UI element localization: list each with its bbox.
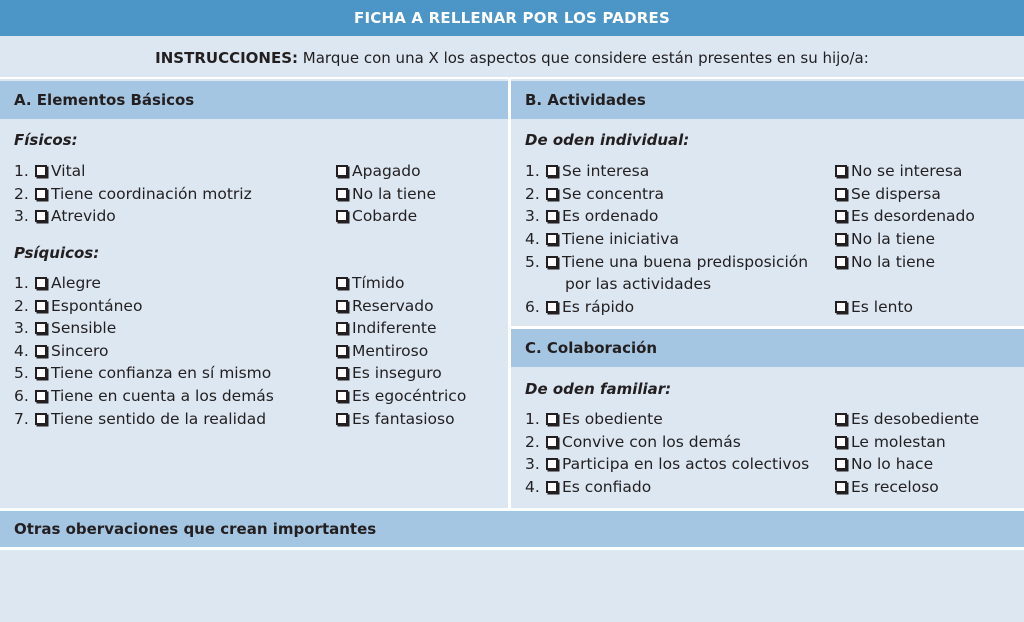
list-item: [14, 160, 85, 182]
list-item-opposite: [336, 205, 417, 227]
checkbox[interactable]: [546, 481, 558, 493]
item-opposite-label: Es inseguro: [352, 364, 442, 383]
item-label: Tiene coordinación motriz: [51, 184, 252, 203]
item-number: 2.: [14, 296, 29, 315]
item-number: 6.: [14, 387, 29, 405]
item-number: 4.: [525, 478, 540, 497]
list-item-opposite: [336, 160, 421, 182]
list-item: [14, 183, 252, 205]
list-item-opposite: [336, 408, 455, 430]
list-item-opposite: [835, 476, 939, 498]
list-item-opposite: [336, 340, 428, 362]
checkbox[interactable]: [35, 277, 47, 289]
checkbox[interactable]: [546, 210, 558, 222]
list-item: [525, 251, 808, 273]
checkbox[interactable]: [35, 322, 47, 334]
item-label: Es ordenado: [562, 207, 659, 226]
section-a-heading: A. Elementos Básicos: [0, 81, 508, 119]
instructions-label: INSTRUCCIONES:: [155, 49, 299, 67]
checkbox[interactable]: [546, 413, 558, 425]
checkbox[interactable]: [35, 390, 47, 402]
checkbox[interactable]: [546, 436, 558, 448]
checkbox[interactable]: [336, 188, 348, 200]
checkbox[interactable]: [835, 210, 847, 222]
item-label: Alegre: [51, 274, 101, 292]
item-label: Sensible: [51, 319, 117, 338]
observations-field[interactable]: [0, 550, 1024, 622]
list-item: [14, 340, 109, 362]
individual-subtitle: De oden individual:: [525, 131, 690, 149]
list-item: [525, 205, 658, 227]
checkbox[interactable]: [835, 165, 847, 177]
list-item: [525, 453, 809, 475]
item-opposite-label: No se interesa: [851, 162, 963, 180]
list-item: [525, 408, 663, 430]
checkbox[interactable]: [35, 367, 47, 379]
item-number: 2.: [14, 184, 29, 203]
list-item-opposite: [835, 431, 946, 453]
section-b-heading: B. Actividades: [511, 81, 1024, 119]
list-item-opposite: [835, 205, 975, 227]
list-item-opposite: [336, 385, 466, 407]
item-label: Se interesa: [562, 162, 650, 180]
checkbox[interactable]: [35, 210, 47, 222]
item-label: Convive con los demás: [562, 432, 741, 451]
list-item: [14, 295, 142, 317]
item-label: Se concentra: [562, 184, 664, 203]
item-opposite-label: No la tiene: [851, 230, 936, 249]
checkbox[interactable]: [546, 256, 558, 268]
checkbox[interactable]: [835, 301, 847, 313]
item-opposite-label: Es fantasioso: [352, 409, 455, 428]
list-item: [525, 296, 634, 318]
list-item-opposite: [336, 183, 436, 205]
checkbox[interactable]: [835, 233, 847, 245]
checkbox[interactable]: [336, 413, 348, 425]
checkbox[interactable]: [35, 413, 47, 425]
item-label: Es obediente: [562, 410, 663, 428]
list-item-opposite: [835, 160, 962, 182]
checkbox[interactable]: [835, 436, 847, 448]
list-item-opposite: [835, 453, 933, 475]
list-item: [14, 385, 274, 407]
checkbox[interactable]: [546, 188, 558, 200]
item-number: 3.: [525, 455, 540, 474]
item-label: Espontáneo: [51, 296, 143, 315]
item-number: 1.: [14, 274, 29, 292]
checkbox[interactable]: [336, 277, 348, 289]
checkbox[interactable]: [35, 345, 47, 357]
checkbox[interactable]: [336, 345, 348, 357]
checkbox[interactable]: [336, 300, 348, 312]
item-number: 6.: [525, 297, 540, 316]
item-number: 3.: [525, 207, 540, 226]
item-opposite-label: Es lento: [851, 297, 914, 316]
list-item-opposite: [336, 317, 437, 339]
item-label: Es confiado: [562, 478, 652, 497]
item-opposite-label: Le molestan: [851, 432, 946, 451]
checkbox[interactable]: [35, 165, 47, 177]
list-item-opposite: [336, 295, 434, 317]
list-item: [525, 183, 664, 205]
item-label: Atrevido: [51, 207, 116, 225]
checkbox[interactable]: [835, 256, 847, 268]
list-item: [525, 160, 649, 182]
list-item: [14, 408, 266, 430]
list-item-opposite: [336, 272, 405, 294]
item-label: Sincero: [51, 341, 109, 360]
column-divider: [508, 79, 511, 508]
checkbox[interactable]: [546, 233, 558, 245]
checkbox[interactable]: [336, 367, 348, 379]
fisicos-subtitle: Físicos:: [14, 131, 78, 149]
checkbox[interactable]: [35, 188, 47, 200]
observations-heading: Otras obervaciones que crean importantes: [0, 511, 1024, 547]
familiar-subtitle: De oden familiar:: [525, 380, 672, 398]
item-opposite-label: Es egocéntrico: [352, 387, 467, 405]
item-number: 7.: [14, 409, 29, 428]
checkbox[interactable]: [336, 322, 348, 334]
item-opposite-label: Apagado: [352, 162, 421, 180]
list-item-opposite: [835, 228, 935, 250]
list-item-opposite: [336, 362, 442, 384]
item-opposite-label: Se dispersa: [851, 184, 941, 203]
item-label: Tiene sentido de la realidad: [51, 409, 267, 428]
item-label-continuation: por las actividades: [565, 274, 712, 293]
item-opposite-label: Es receloso: [851, 478, 939, 497]
checkbox[interactable]: [546, 165, 558, 177]
list-item-opposite: [835, 183, 941, 205]
item-opposite-label: Mentiroso: [352, 341, 429, 360]
item-number: 1.: [525, 410, 540, 428]
item-opposite-label: No la tiene: [352, 184, 437, 203]
section-c-heading: C. Colaboración: [511, 329, 1024, 367]
item-opposite-label: Tímido: [352, 274, 405, 292]
list-item-opposite: [835, 251, 935, 273]
psiquicos-subtitle: Psíquicos:: [14, 244, 100, 262]
item-opposite-label: No la tiene: [851, 252, 936, 271]
checkbox[interactable]: [835, 188, 847, 200]
item-label: Participa en los actos colectivos: [562, 455, 810, 474]
item-label: Tiene una buena predisposición: [562, 252, 809, 271]
checkbox[interactable]: [835, 413, 847, 425]
checkbox[interactable]: [336, 165, 348, 177]
item-opposite-label: Cobarde: [352, 207, 418, 225]
checkbox[interactable]: [35, 300, 47, 312]
item-label: Tiene iniciativa: [562, 230, 679, 249]
instructions-text: Marque con una X los aspectos que considere están presentes en su hijo/a:: [298, 49, 869, 67]
list-item: [525, 228, 679, 250]
item-number: 4.: [525, 230, 540, 249]
list-item: [14, 272, 101, 294]
item-number: 1.: [14, 162, 29, 180]
form-title: FICHA A RELLENAR POR LOS PADRES: [0, 0, 1024, 36]
list-item: [14, 205, 116, 227]
instructions: [0, 37, 1024, 79]
item-opposite-label: Reservado: [352, 296, 434, 315]
checkbox[interactable]: [336, 390, 348, 402]
checkbox[interactable]: [835, 458, 847, 470]
item-number: 4.: [14, 341, 29, 360]
checkbox[interactable]: [546, 301, 558, 313]
checkbox[interactable]: [835, 481, 847, 493]
list-item: [525, 431, 741, 453]
item-label: Es rápido: [562, 297, 635, 316]
item-label: Vital: [51, 162, 86, 180]
item-number: 5.: [525, 252, 540, 271]
item-opposite-label: No lo hace: [851, 455, 934, 474]
checkbox[interactable]: [546, 458, 558, 470]
list-item-opposite: [835, 296, 913, 318]
list-item: [14, 362, 271, 384]
item-opposite-label: Es desordenado: [851, 207, 975, 226]
list-item-opposite: [835, 408, 979, 430]
item-number: 5.: [14, 364, 29, 383]
list-item: [525, 476, 651, 498]
item-number: 2.: [525, 432, 540, 451]
item-number: 1.: [525, 162, 540, 180]
item-opposite-label: Es desobediente: [851, 410, 980, 428]
item-opposite-label: Indiferente: [352, 319, 437, 338]
item-number: 2.: [525, 184, 540, 203]
item-label: Tiene en cuenta a los demás: [51, 387, 274, 405]
checkbox[interactable]: [336, 210, 348, 222]
list-item: [14, 317, 116, 339]
item-number: 3.: [14, 319, 29, 338]
item-label: Tiene confianza en sí mismo: [51, 364, 272, 383]
item-number: 3.: [14, 207, 29, 225]
